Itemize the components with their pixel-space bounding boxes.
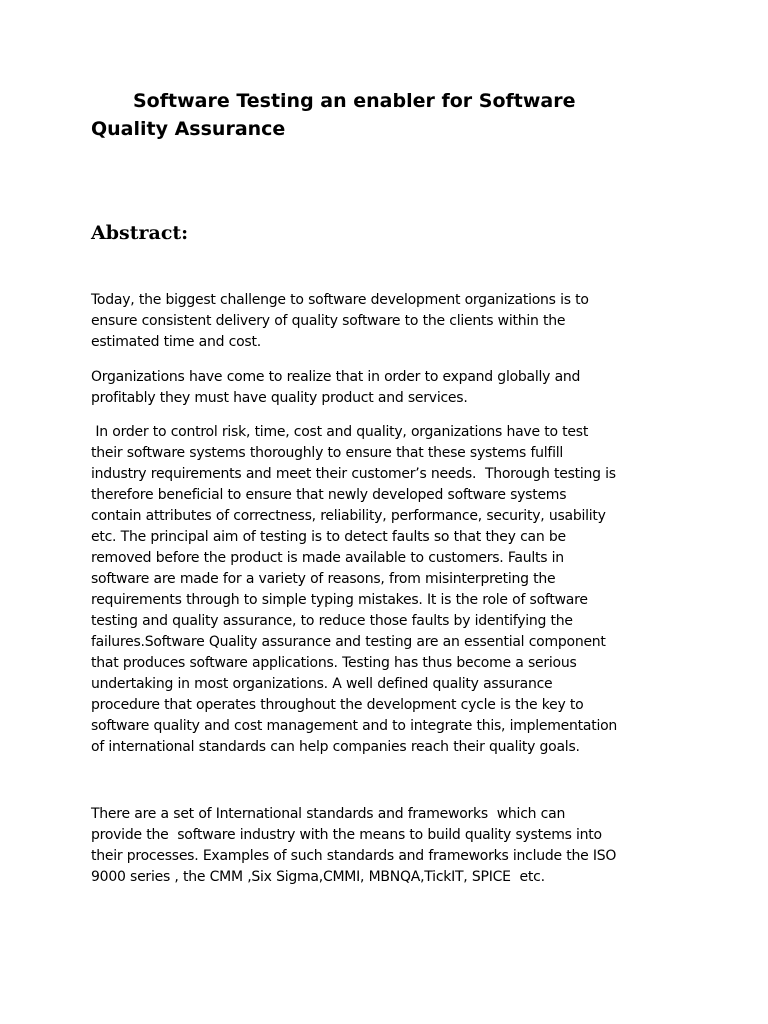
text-line: removed before the product is made available to customers. Faults in (91, 550, 564, 566)
text-line: their processes. Examples of such standards and frameworks include the ISO (91, 848, 617, 864)
text-line: In order to control risk, time, cost and quality, organizations have to test (91, 424, 589, 440)
text-line: their software systems thoroughly to ensure that these systems fulfill (91, 445, 564, 461)
text-line: There are a set of International standards and frameworks which can (91, 806, 566, 822)
paragraph-1 (91, 290, 691, 353)
text-line: failures.Software Quality assurance and testing are an essential component (91, 634, 606, 650)
paragraph-4 (91, 804, 691, 888)
text-line: procedure that operates throughout the development cycle is the key to (91, 697, 584, 713)
text-line: provide the software industry with the means to build quality systems into (91, 827, 602, 843)
text-line: contain attributes of correctness, reliability, performance, security, usability (91, 508, 606, 524)
text-line: testing and quality assurance, to reduce those faults by identifying the (91, 613, 573, 629)
text-line: Today, the biggest challenge to software development organizations is to (91, 292, 589, 308)
abstract-heading: Abstract: (91, 222, 189, 244)
text-line: software are made for a variety of reasons, from misinterpreting the (91, 571, 556, 587)
text-line: requirements through to simple typing mistakes. It is the role of software (91, 592, 588, 608)
text-line: software quality and cost management and to integrate this, implementation (91, 718, 618, 734)
text-line: 9000 series , the CMM ,Six Sigma,CMMI, MBNQA,TickIT, SPICE etc. (91, 869, 545, 885)
paragraph-3 (91, 422, 691, 758)
text-line: undertaking in most organizations. A well defined quality assurance (91, 676, 553, 692)
text-line: etc. The principal aim of testing is to detect faults so that they can be (91, 529, 566, 545)
text-line: estimated time and cost. (91, 334, 261, 350)
text-line: that produces software applications. Testing has thus become a serious (91, 655, 577, 671)
text-line: ensure consistent delivery of quality software to the clients within the (91, 313, 566, 329)
text-line: industry requirements and meet their customer’s needs. Thorough testing is (91, 466, 616, 482)
text-line: Organizations have come to realize that in order to expand globally and (91, 369, 581, 385)
text-line: therefore beneficial to ensure that newly developed software systems (91, 487, 567, 503)
text-line: profitably they must have quality product and services. (91, 390, 468, 406)
document-title: Software Testing an enabler for Software Quality Assurance (91, 90, 576, 140)
paragraph-2 (91, 367, 691, 409)
text-line: of international standards can help companies reach their quality goals. (91, 739, 580, 755)
